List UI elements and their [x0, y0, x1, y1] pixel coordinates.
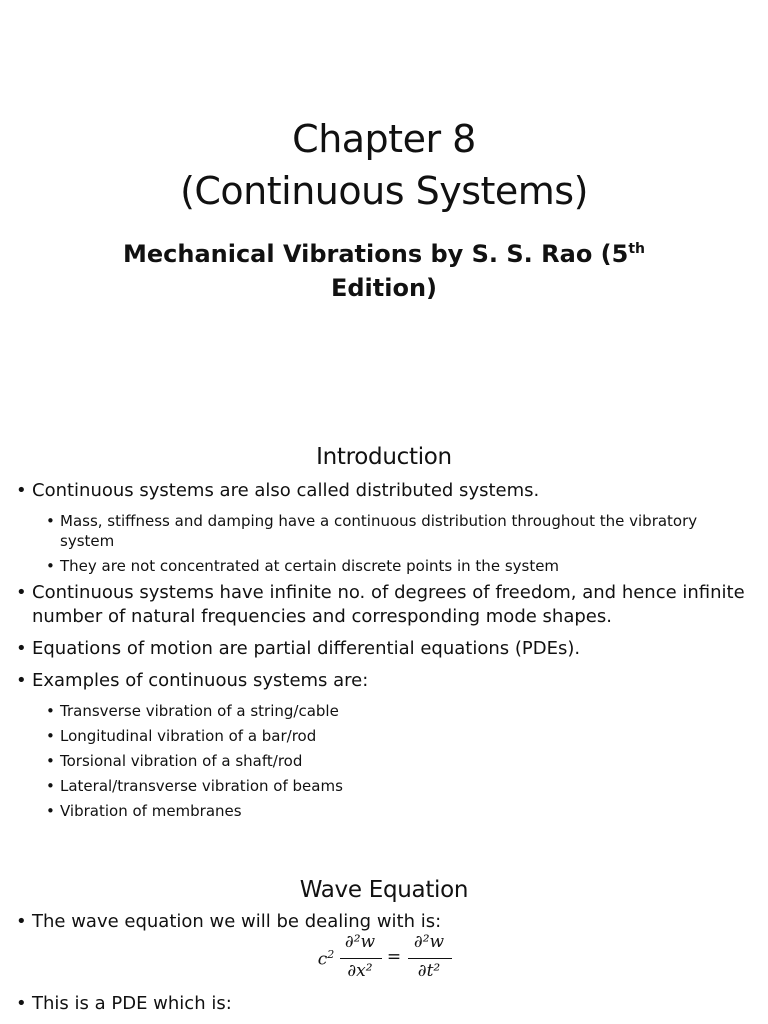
- book-reference-text: Mechanical Vibrations by S. S. Rao (5: [122, 240, 629, 268]
- list-item: • Equations of motion are partial differential equations (PDEs).: [0, 637, 752, 661]
- equals-sign: =: [386, 947, 402, 967]
- equation-coefficient: $c^2$: [317, 948, 335, 970]
- rhs-numerator: ∂²w: [413, 932, 445, 952]
- sub-list-item: • Mass, stiffness and damping have a continuous distribution throughout the vibratory system: [0, 511, 750, 551]
- sub-list-item: • Torsional vibration of a shaft/rod: [0, 751, 750, 771]
- introduction-list: [0, 479, 752, 826]
- lhs-numerator: ∂²w: [344, 932, 376, 952]
- list-item: • Continuous systems have infinite no. of degrees of freedom, and hence infinite number of natural frequencies and corresponding mode shapes.: [0, 581, 752, 629]
- lhs-fraction-bar: [340, 958, 382, 959]
- chapter-subtitle: (Continuous Systems): [180, 169, 588, 213]
- sub-list-item: • Transverse vibration of a string/cable: [0, 701, 750, 721]
- edition-superscript: th: [628, 241, 646, 257]
- book-reference: [0, 232, 768, 305]
- list-item: • Examples of continuous systems are:: [0, 669, 752, 693]
- sub-list-item: • Vibration of membranes: [0, 801, 750, 821]
- wave-list-continued: [0, 992, 752, 1024]
- list-item: • The wave equation we will be dealing with is:: [0, 910, 752, 934]
- rhs-denominator: ∂t²: [417, 961, 441, 981]
- sub-list-item: • They are not concentrated at certain discrete points in the system: [0, 556, 750, 576]
- list-item: • Continuous systems are also called distributed systems.: [0, 479, 752, 503]
- book-reference-line2: Edition): [330, 274, 438, 302]
- rhs-fraction-bar: [408, 958, 452, 959]
- sub-list-item: • Longitudinal vibration of a bar/rod: [0, 726, 750, 746]
- lhs-denominator: ∂x²: [347, 961, 373, 981]
- list-item: • This is a PDE which is:: [0, 992, 752, 1016]
- introduction-heading: Introduction: [316, 444, 452, 470]
- sub-list-item: • Lateral/transverse vibration of beams: [0, 776, 750, 796]
- chapter-title: Chapter 8: [292, 117, 476, 161]
- wave-equation-heading: Wave Equation: [299, 877, 469, 903]
- wave-equation-formula: [312, 930, 472, 988]
